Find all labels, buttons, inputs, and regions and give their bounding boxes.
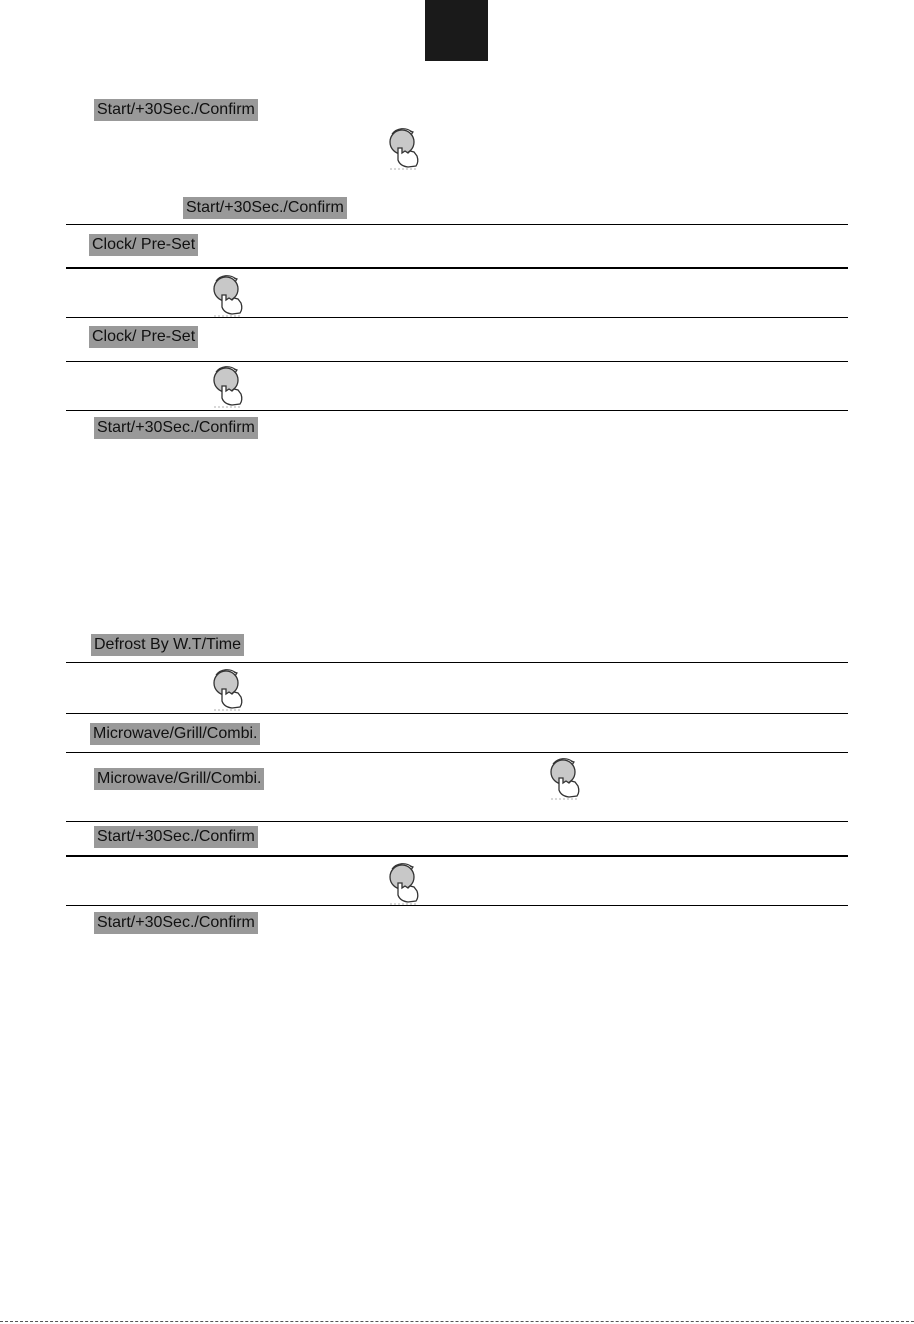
- row-divider: [66, 713, 848, 714]
- start-confirm-button-label: Start/+30Sec./Confirm: [94, 826, 258, 848]
- rotary-knob-hand-icon: [384, 861, 424, 905]
- start-confirm-button-label: Start/+30Sec./Confirm: [94, 99, 258, 121]
- rotary-knob-hand-icon: [208, 667, 248, 711]
- row-divider: [66, 752, 848, 753]
- row-divider: [66, 905, 848, 906]
- page-tab: [425, 0, 488, 61]
- row-divider: [66, 855, 848, 857]
- row-divider: [66, 821, 848, 822]
- page-bottom-rule: [0, 1321, 914, 1322]
- microwave-grill-combi-button-label: Microwave/Grill/Combi.: [90, 723, 260, 745]
- rotary-knob-hand-icon: [384, 126, 424, 170]
- row-divider: [66, 267, 848, 269]
- row-divider: [66, 224, 848, 225]
- rotary-knob-hand-icon: [208, 273, 248, 317]
- row-divider: [66, 317, 848, 318]
- row-divider: [66, 361, 848, 362]
- start-confirm-button-label: Start/+30Sec./Confirm: [94, 912, 258, 934]
- row-divider: [66, 662, 848, 663]
- defrost-button-label: Defrost By W.T/Time: [91, 634, 244, 656]
- clock-preset-button-label: Clock/ Pre-Set: [89, 234, 198, 256]
- rotary-knob-hand-icon: [208, 364, 248, 408]
- microwave-grill-combi-button-label: Microwave/Grill/Combi.: [94, 768, 264, 790]
- row-divider: [66, 410, 848, 411]
- start-confirm-button-label: Start/+30Sec./Confirm: [94, 417, 258, 439]
- rotary-knob-hand-icon: [545, 756, 585, 800]
- start-confirm-button-label: Start/+30Sec./Confirm: [183, 197, 347, 219]
- clock-preset-button-label: Clock/ Pre-Set: [89, 326, 198, 348]
